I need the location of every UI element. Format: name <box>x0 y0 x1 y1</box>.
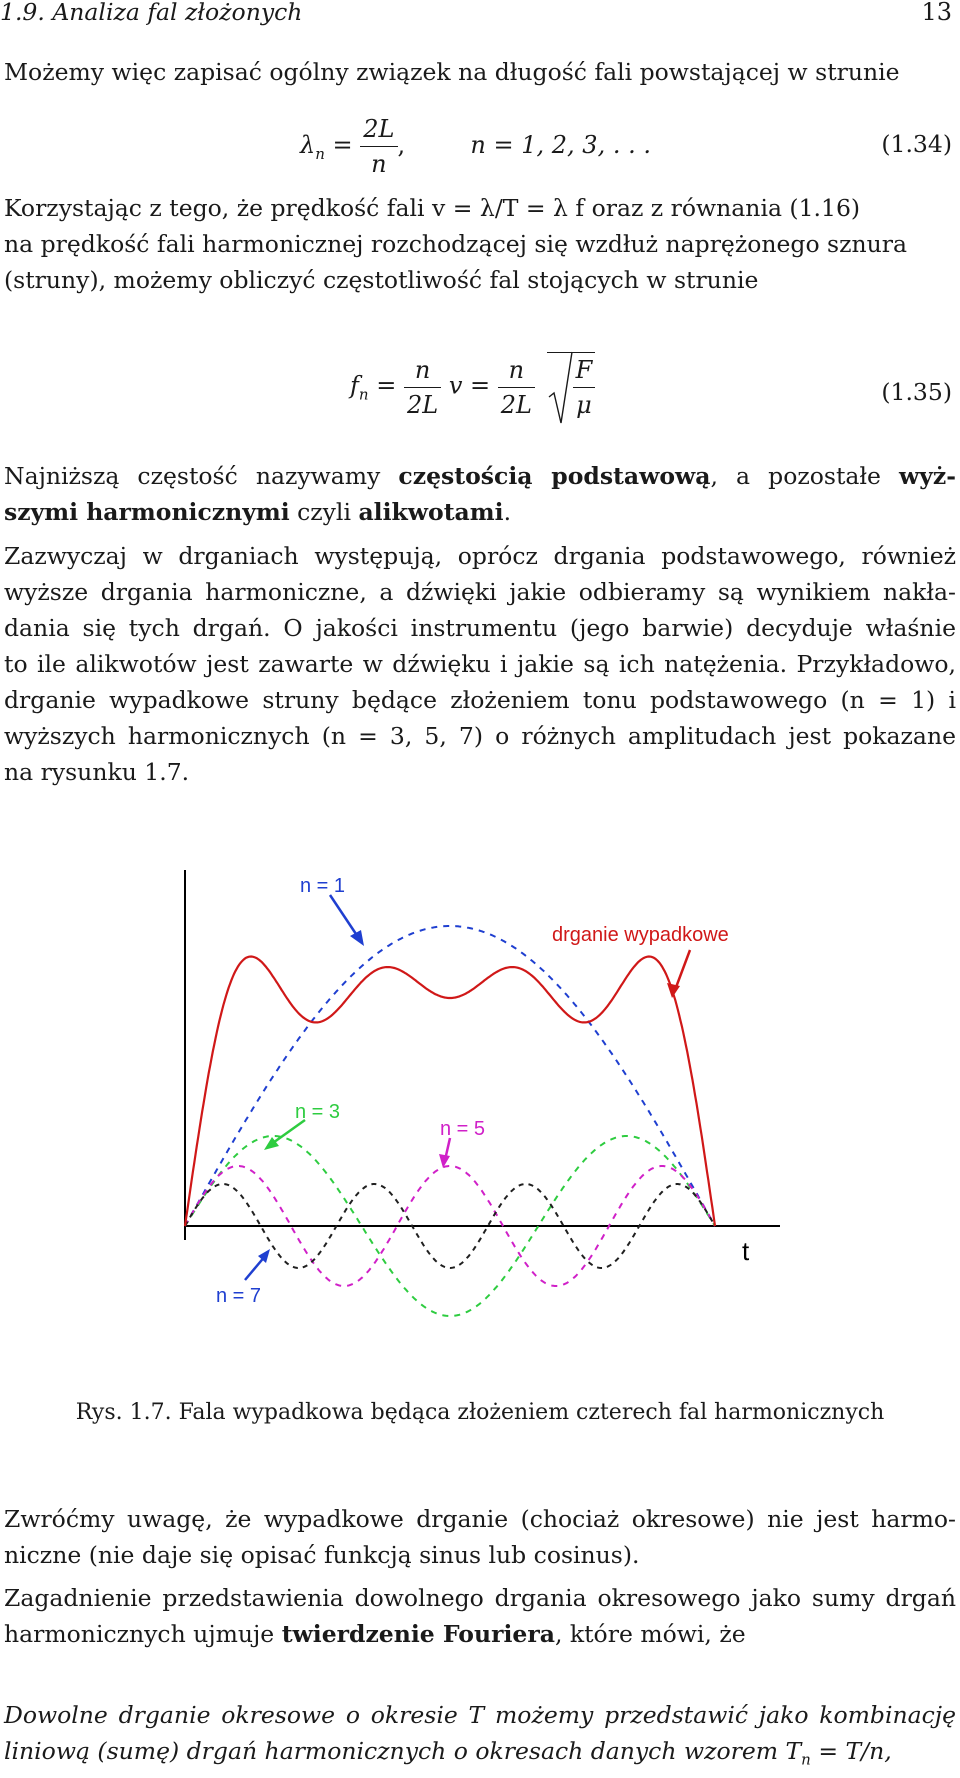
para3-line1 <box>4 458 956 494</box>
para4-line1: Zazwyczaj w drganiach występują, oprócz drgania podstawowego, również <box>4 542 956 570</box>
label-n1: n = 1 <box>300 875 346 897</box>
eq134-denominator: n <box>371 150 387 178</box>
term-fundamental: częstością podstawową <box>398 462 711 490</box>
label-resultant: drganie wypadkowe <box>552 924 729 946</box>
eq134-range: n = 1, 2, 3, . . . <box>470 131 651 159</box>
para6-text-1: harmonicznych ujmuje <box>4 1620 282 1648</box>
paragraph-harmonics <box>4 538 956 790</box>
eq135-fraction-2 <box>498 353 535 422</box>
paragraph-note <box>4 1501 956 1573</box>
eq134-equals: = <box>332 131 353 159</box>
para3-text-4: . <box>503 498 512 526</box>
equation-1-34 <box>300 112 651 181</box>
eq134-fraction <box>360 112 397 181</box>
eq135-root-den: μ <box>576 391 592 419</box>
section-header: 1.9. Analiza fal złożonych <box>0 0 303 26</box>
sqrt-sign-icon <box>547 351 573 427</box>
paragraph-fourier <box>4 1580 956 1652</box>
eq135-sqrt <box>547 352 596 422</box>
eq134-sub: n <box>315 144 325 163</box>
para6-line1: Zagadnienie przedstawienia dowolnego drgania okresowego jako sumy drgań <box>4 1584 956 1612</box>
term-higher-part1: wyż- <box>899 462 956 490</box>
theorem-line1: Dowolne drganie okresowe o okresie T możemy przedstawić jako kombinację <box>4 1701 956 1729</box>
eq135-sub: n <box>358 385 369 404</box>
equation-1-35: $f_n$ = $\frac{n}{2L}$ v = $\frac{n}{2L}$ $\frac{F}{\mu}$ <box>350 352 595 422</box>
arrow-n5-icon <box>439 1138 450 1168</box>
para2-line2: na prędkość fali harmonicznej rozchodzącej się wzdłuż naprężonego sznura <box>4 230 908 258</box>
para2-line1: Korzystając z tego, że prędkość fali v = λ/T = λ f oraz z równania (1.16) <box>4 194 861 222</box>
harmonics-figure <box>0 840 960 1360</box>
arrow-n1-icon <box>330 895 364 946</box>
eq135-den-2: 2L <box>500 390 532 419</box>
para3-text-1: Najniższą częstość nazywamy <box>4 462 399 490</box>
para6-line2 <box>4 1616 956 1652</box>
eq134-lambda: λ <box>300 131 316 159</box>
term-higher-part2: szymi harmonicznymi <box>4 498 290 526</box>
eq135-root-fraction <box>573 353 596 422</box>
term-overtones: alikwotami <box>358 498 504 526</box>
eq135-num-1: n <box>404 353 441 388</box>
para2-line3: (struny), możemy obliczyć częstotliwość fal stojących w strunie <box>4 266 759 294</box>
arrow-n7-icon <box>245 1249 270 1280</box>
figure-caption: Rys. 1.7. Fala wypadkowa będąca złożeniem czterech fal harmonicznych <box>75 1400 885 1425</box>
para3-text-2: , a pozostałe <box>710 462 900 490</box>
equation-number-1-34: (1.34) <box>881 130 952 158</box>
eq135-num-2: n <box>498 353 535 388</box>
paragraph-velocity <box>4 190 956 298</box>
para4-line7: na rysunku 1.7. <box>4 758 190 786</box>
eq134-comma: , <box>397 131 406 159</box>
para5-line2: niczne (nie daje się opisać funkcją sinus lub cosinus). <box>4 1541 640 1569</box>
label-t-axis: t <box>742 1236 750 1266</box>
label-n5: n = 5 <box>440 1118 486 1140</box>
para4-line3: dania się tych drgań. O jakości instrumentu (jego barwie) decyduje właśnie <box>4 614 956 642</box>
theorem-line2-text: liniową (sumę) drgań harmonicznych o okresach danych wzorem T <box>4 1737 802 1765</box>
equation-number-1-35: (1.35) <box>881 378 952 406</box>
theorem-line2-end: = T/n, <box>810 1737 892 1765</box>
eq135-root-num: F <box>573 353 596 388</box>
theorem-statement <box>4 1697 956 1778</box>
label-n3: n = 3 <box>295 1101 341 1123</box>
para3-text-3: czyli <box>289 498 359 526</box>
para6-text-2: , które mówi, że <box>554 1620 746 1648</box>
para4-line4: to ile alikwotów jest zawarte w dźwięku i jakie są ich natężenia. Przykładowo, <box>4 650 956 678</box>
eq135-den-1: 2L <box>406 390 439 419</box>
theorem-line2-sub: n <box>801 1750 811 1769</box>
eq135-f: f <box>350 371 359 400</box>
eq134-numerator: 2L <box>360 112 397 147</box>
curve-n1 <box>185 926 715 1226</box>
eq135-middle: v = <box>448 371 491 400</box>
paragraph-definitions <box>4 458 956 530</box>
paragraph-intro: Możemy więc zapisać ogólny związek na długość fali powstającej w strunie <box>4 58 900 86</box>
arrow-resultant-icon <box>667 950 690 998</box>
para5-line1: Zwróćmy uwagę, że wypadkowe drganie (chociaż okresowe) nie jest harmo- <box>4 1505 956 1533</box>
eq135-fraction-1 <box>404 353 441 422</box>
label-n7: n = 7 <box>216 1285 262 1307</box>
term-fourier-theorem: twierdzenie Fouriera <box>281 1620 555 1648</box>
para4-line2: wyższe drgania harmoniczne, a dźwięki jakie odbieramy są wynikiem nakła- <box>4 578 956 606</box>
para3-line2 <box>4 494 956 530</box>
para4-line5: drganie wypadkowe struny będące złożeniem tonu podstawowego (n = 1) i <box>4 686 956 714</box>
theorem-line2 <box>4 1733 956 1778</box>
para4-line6: wyższych harmonicznych (n = 3, 5, 7) o różnych amplitudach jest pokazane <box>4 722 956 750</box>
page-number: 13 <box>921 0 952 26</box>
